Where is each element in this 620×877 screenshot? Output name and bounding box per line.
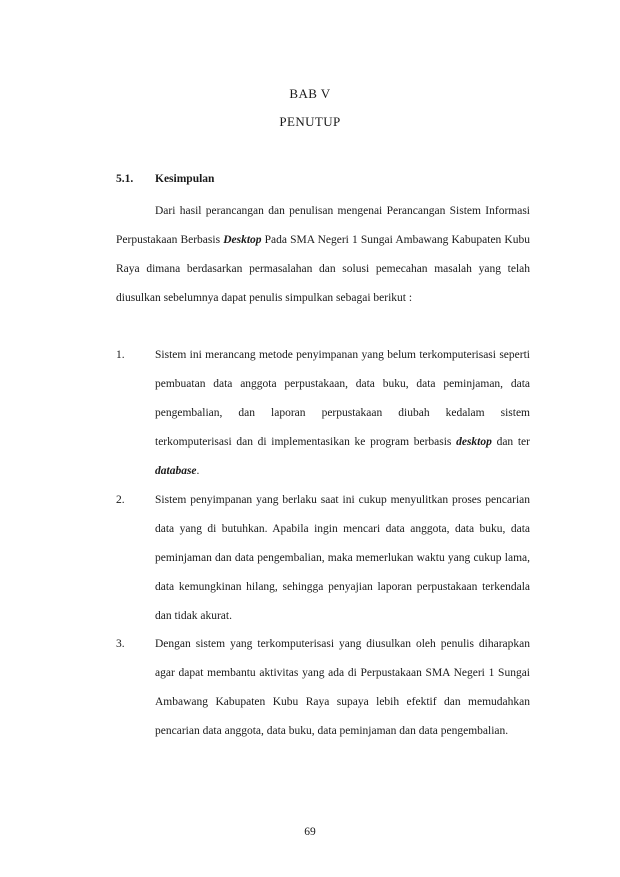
- item-text: Dengan sistem yang terkomputerisasi yang diusulkan oleh penulis diharapkan agar dapat membantu aktivitas yang ada di Perpustakaan SMA Negeri 1 Sungai Ambawang Kabupaten Kubu Raya supaya lebih efektif dan memudahkan pencarian data anggota, data buku, data peminjaman dan data pengembalian.: [155, 638, 530, 737]
- intro-text-2: Pada SMA Negeri 1 Sungai Ambawang Kabupaten Kubu Raya dimana berdasarkan permasalahan dan solusi pemecahan masalah yang telah diusulkan sebelumnya dapat penulis simpulkan sebagai berikut :: [116, 233, 530, 304]
- page-number: 69: [304, 826, 316, 838]
- item-number: 1.: [116, 349, 125, 361]
- section-title: Kesimpulan: [155, 173, 215, 185]
- section-number: 5.1.: [116, 173, 134, 185]
- item-1-text-2: dan ter: [491, 435, 530, 448]
- item-1-text-1: Sistem ini merancang metode penyimpanan yang belum terkomputerisasi seperti pembuatan data anggota perpustakaan, data buku, data peminjaman, data pengembalian, dan laporan perpustakaan diubah kedalam sistem terkomputerisasi dan di implementasikan ke program berbasis: [155, 349, 530, 448]
- chapter-title: PENUTUP: [279, 114, 341, 129]
- intro-emphasis-desktop: Desktop: [223, 233, 262, 246]
- item-1-emphasis-desktop: desktop: [456, 435, 492, 448]
- intro-text-1: Dari hasil perancangan dan penulisan mengenai Perancangan Sistem Informasi Perpustakaan Berbasis: [116, 205, 530, 246]
- item-number: 3.: [116, 638, 125, 650]
- item-number: 2.: [116, 494, 125, 506]
- chapter-label: BAB V: [289, 86, 331, 101]
- item-text: Sistem penyimpanan yang berlaku saat ini cukup menyulitkan proses pencarian data yang di butuhkan. Apabila ingin mencari data anggota, data buku, data peminjaman dan data pengembalian, maka memerlukan waktu yang cukup lama, data kemungkinan hilang, sehingga penyajian laporan perpustakaan terkendala dan tidak akurat.: [155, 494, 530, 622]
- intro-paragraph: [116, 197, 530, 313]
- item-1-emphasis-database: database: [155, 464, 197, 477]
- item-text: [155, 341, 530, 486]
- item-1-text-3: .: [196, 464, 200, 477]
